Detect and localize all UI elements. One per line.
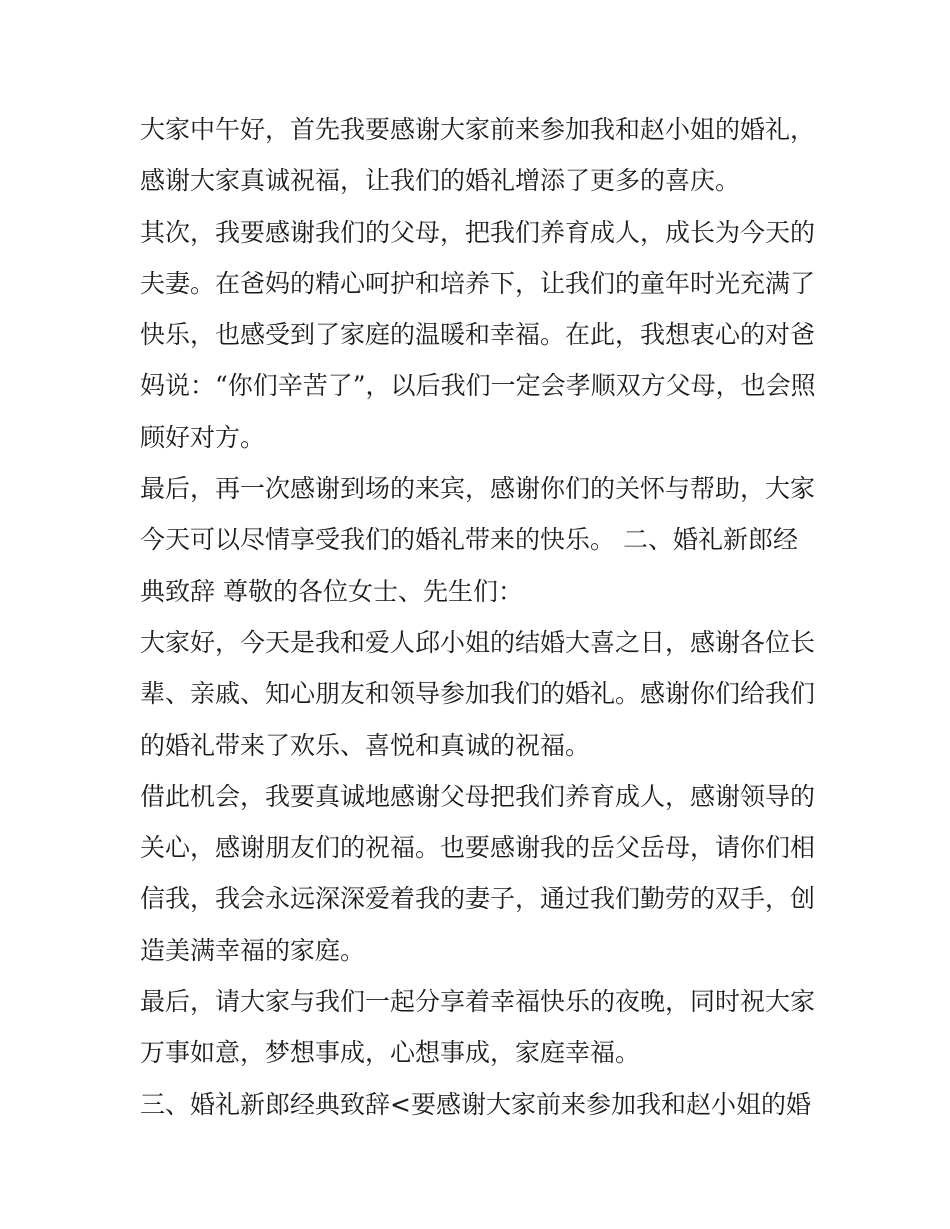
text-line: 大家中午好，首先我要感谢大家前来参加我和赵小姐的婚礼，	[140, 115, 816, 144]
text-line: 夫妻。在爸妈的精心呵护和培养下，让我们的童年时光充满了	[140, 268, 816, 298]
text-line: 关心，感谢朋友们的祝福。也要感谢我的岳父岳母，请你们相	[140, 833, 816, 863]
text-line: 其次，我要感谢我们的父母，把我们养育成人，成长为今天的	[140, 217, 816, 247]
text-line: 顾好对方。	[140, 422, 266, 452]
text-line: 妈说：“你们辛苦了”，以后我们一定会孝顺双方父母，也会照	[140, 371, 816, 401]
text-line: 最后，请大家与我们一起分享着幸福快乐的夜晚，同时祝大家	[140, 987, 816, 1017]
text-line: 典致辞 尊敬的各位女士、先生们：	[140, 576, 523, 606]
text-line: 辈、亲戚、知心朋友和领导参加我们的婚礼。感谢你们给我们	[140, 679, 816, 709]
text-line: 信我，我会永远深深爱着我的妻子，通过我们勤劳的双手，创	[140, 884, 816, 914]
text-line: 快乐，也感受到了家庭的温暖和幸福。在此，我想衷心的对爸	[140, 320, 816, 350]
text-line: 三、婚礼新郎经典致辞<要感谢大家前来参加我和赵小姐的婚	[140, 1089, 811, 1119]
text-line: 今天可以尽情享受我们的婚礼带来的快乐。 二、婚礼新郎经	[140, 525, 798, 555]
text-line: 大家好，今天是我和爱人邱小姐的结婚大喜之日，感谢各位长	[140, 627, 816, 657]
document-body	[140, 104, 820, 1130]
text-line: 最后，再一次感谢到场的来宾，感谢你们的关怀与帮助，大家	[140, 474, 816, 504]
text-line: 感谢大家真诚祝福，让我们的婚礼增添了更多的喜庆。	[140, 166, 741, 196]
text-line: 造美满幸福的家庭。	[140, 935, 366, 965]
text-line: 的婚礼带来了欢乐、喜悦和真诚的祝福。	[140, 730, 591, 760]
text-line: 万事如意，梦想事成，心想事成，家庭幸福。	[140, 1038, 641, 1068]
text-line: 借此机会，我要真诚地感谢父母把我们养育成人，感谢领导的	[140, 781, 816, 811]
